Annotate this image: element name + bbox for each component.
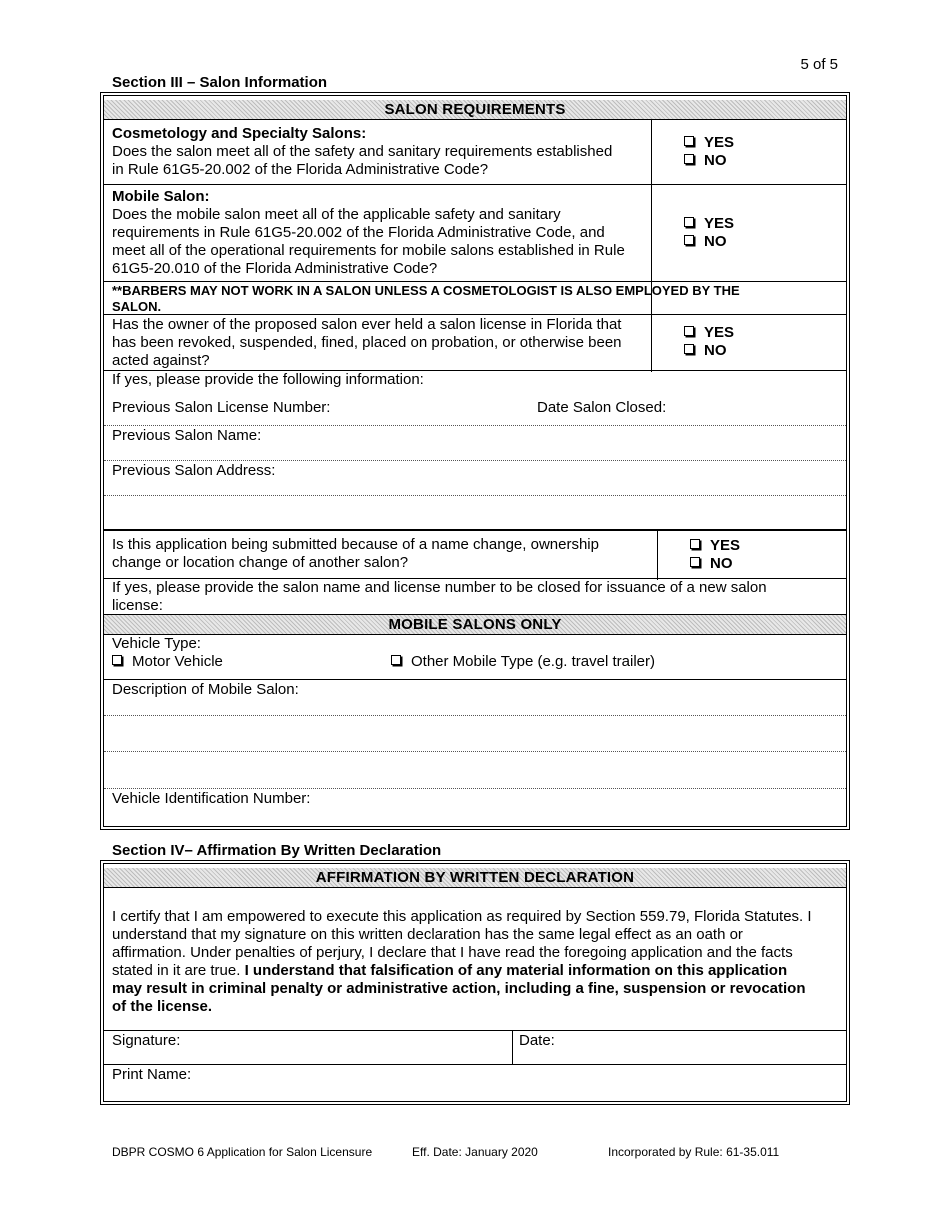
affirmation-line-2: understand that my signature on this written declaration has the same legal effect as an oath or: [112, 926, 743, 943]
owner-question-line-2: has been revoked, suspended, fined, placed on probation, or otherwise been: [112, 334, 622, 351]
owner-yes-option[interactable]: [684, 324, 734, 342]
prev-address-blank-row[interactable]: [104, 495, 846, 530]
cosmetology-title: Cosmetology and Specialty Salons:: [112, 125, 367, 142]
change-yes-option[interactable]: [690, 537, 740, 555]
affirmation-line-6: of the license.: [112, 998, 213, 1015]
change-question-row: [104, 529, 846, 580]
owner-no-option[interactable]: [684, 342, 727, 360]
mobile-line-3: meet all of the operational requirements for mobile salons established in Rule: [112, 242, 625, 259]
affirmation-bold-text: I understand that falsification of any material information on this application: [244, 962, 788, 979]
barbers-note-row: [104, 281, 846, 314]
affirmation-line-1: I certify that I am empowered to execute this application as required by Section 559.79, Florida Statutes. I: [112, 908, 812, 925]
yes-label: YES: [704, 134, 735, 151]
signature-row: [104, 1030, 846, 1065]
salon-requirements-box: [100, 92, 850, 830]
section-4-title: Section IV– Affirmation By Written Declaration: [112, 842, 442, 859]
prev-address-label[interactable]: Previous Salon Address:: [112, 462, 276, 479]
page-number: 5 of 5: [800, 56, 838, 73]
no-label: NO: [704, 342, 727, 359]
change-question-line-1: Is this application being submitted because of a name change, ownership: [112, 536, 599, 553]
prev-name-label[interactable]: Previous Salon Name:: [112, 427, 262, 444]
owner-question-line-1: Has the owner of the proposed salon ever held a salon license in Florida that: [112, 316, 622, 333]
cosmetology-line-1: Does the salon meet all of the safety and sanitary requirements established: [112, 143, 613, 160]
checkbox-icon[interactable]: [684, 326, 694, 336]
salon-requirements-header: SALON REQUIREMENTS: [104, 100, 846, 120]
change-if-yes-line-1: If yes, please provide the salon name and license number to be closed for issuance of a new salon: [112, 579, 767, 596]
no-label: NO: [704, 233, 727, 250]
affirmation-plain-text: stated in it are true.: [112, 962, 245, 979]
affirmation-header: AFFIRMATION BY WRITTEN DECLARATION: [104, 868, 846, 888]
mobile-no-option[interactable]: [684, 233, 727, 251]
change-no-option[interactable]: [690, 555, 733, 573]
owner-question-row: [104, 314, 846, 371]
affirmation-line-5: may result in criminal penalty or administrative action, including a fine, suspension or revocation: [112, 980, 806, 997]
print-name-label[interactable]: Print Name:: [112, 1066, 192, 1083]
column-divider: [512, 1031, 513, 1065]
motor-vehicle-option[interactable]: [112, 653, 223, 672]
checkbox-icon[interactable]: [684, 235, 694, 245]
column-divider: [657, 531, 658, 580]
prev-name-row: [104, 425, 846, 461]
vehicle-type-label: Vehicle Type:: [112, 635, 201, 652]
change-question-line-2: change or location change of another salon?: [112, 554, 409, 571]
yes-label: YES: [704, 215, 735, 232]
affirmation-box: [100, 860, 850, 1105]
mobile-salon-row: [104, 184, 846, 282]
mobile-line-1: Does the mobile salon meet all of the applicable safety and sanitary: [112, 206, 561, 223]
description-row: [104, 679, 846, 716]
checkbox-icon[interactable]: [684, 217, 694, 227]
description-blank-row-1[interactable]: [104, 715, 846, 752]
mobile-yes-option[interactable]: [684, 215, 734, 233]
affirmation-line-4: [112, 962, 787, 981]
vin-row: [104, 788, 846, 825]
vin-label[interactable]: Vehicle Identification Number:: [112, 790, 311, 807]
footer-eff-date: Eff. Date: January 2020: [412, 1145, 538, 1159]
checkbox-icon[interactable]: [690, 557, 700, 567]
affirmation-line-3: affirmation. Under penalties of perjury, I declare that I have read the foregoing application and the facts: [112, 944, 793, 961]
if-yes-instruction: If yes, please provide the following information:: [112, 371, 424, 388]
barbers-note-line-1: **BARBERS MAY NOT WORK IN A SALON UNLESS A COSMETOLOGIST IS ALSO EMPLOYED BY THE: [112, 283, 740, 298]
mobile-line-2: requirements in Rule 61G5-20.002 of the Florida Administrative Code, and: [112, 224, 605, 241]
checkbox-icon[interactable]: [684, 154, 694, 164]
description-label[interactable]: Description of Mobile Salon:: [112, 681, 299, 698]
checkbox-icon[interactable]: [112, 655, 122, 665]
prev-license-label[interactable]: Previous Salon License Number:: [112, 399, 331, 416]
barbers-note-line-2: SALON.: [112, 299, 162, 314]
print-name-row: [104, 1064, 846, 1101]
cosmetology-yes-option[interactable]: [684, 134, 734, 152]
prev-address-row: [104, 460, 846, 496]
date-label[interactable]: Date:: [519, 1032, 555, 1049]
cosmetology-line-2: in Rule 61G5-20.002 of the Florida Administrative Code?: [112, 161, 489, 178]
footer-rule: Incorporated by Rule: 61-35.011: [608, 1145, 780, 1159]
change-if-yes-row: [104, 578, 846, 615]
previous-license-row: [104, 370, 846, 426]
vehicle-type-row: [104, 634, 846, 679]
yes-label: YES: [704, 324, 735, 341]
motor-vehicle-label: Motor Vehicle: [132, 653, 223, 670]
section-3-title: Section III – Salon Information: [112, 74, 328, 91]
mobile-salons-header: MOBILE SALONS ONLY: [104, 614, 846, 635]
checkbox-icon[interactable]: [684, 136, 694, 146]
no-label: NO: [704, 152, 727, 169]
signature-label[interactable]: Signature:: [112, 1032, 181, 1049]
cosmetology-row: [104, 119, 846, 184]
checkbox-icon[interactable]: [391, 655, 401, 665]
owner-question-line-3: acted against?: [112, 352, 210, 369]
mobile-line-4: 61G5-20.010 of the Florida Administrative Code?: [112, 260, 438, 277]
checkbox-icon[interactable]: [684, 344, 694, 354]
description-blank-row-2[interactable]: [104, 751, 846, 784]
checkbox-icon[interactable]: [690, 539, 700, 549]
mobile-salon-title: Mobile Salon:: [112, 188, 210, 205]
yes-label: YES: [710, 537, 741, 554]
other-mobile-label: Other Mobile Type (e.g. travel trailer): [411, 653, 655, 670]
footer-form-name: DBPR COSMO 6 Application for Salon Licensure: [112, 1145, 373, 1159]
date-closed-label[interactable]: Date Salon Closed:: [537, 399, 667, 416]
cosmetology-no-option[interactable]: [684, 152, 727, 170]
change-if-yes-line-2[interactable]: license:: [112, 597, 163, 614]
no-label: NO: [710, 555, 733, 572]
other-mobile-option[interactable]: [391, 653, 655, 672]
